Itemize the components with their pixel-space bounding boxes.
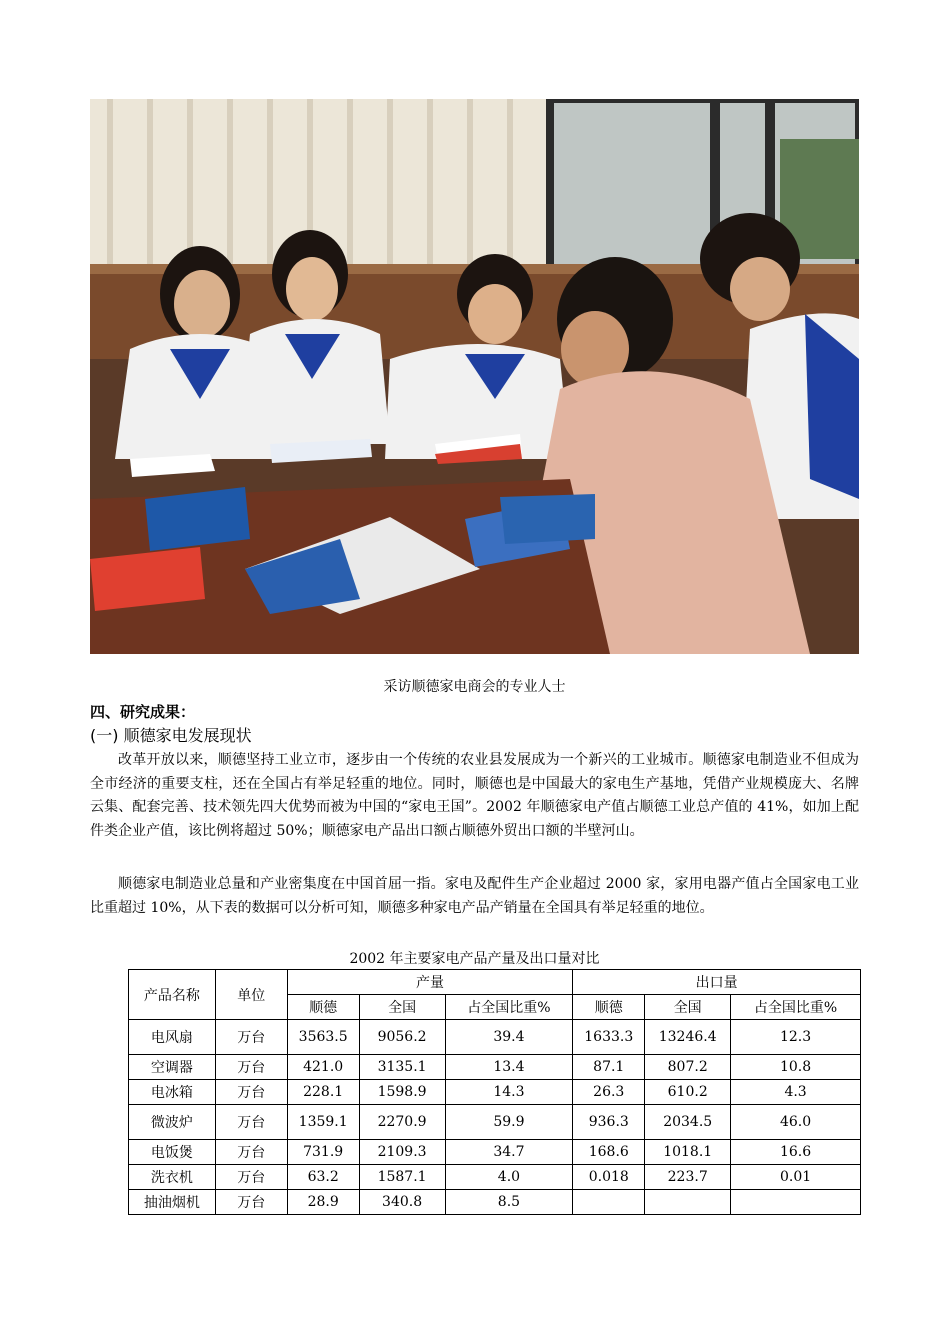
cell-unit: 万台 xyxy=(215,1190,287,1215)
cell-production-share: 8.5 xyxy=(445,1190,573,1215)
cell-production-shunde: 3563.5 xyxy=(287,1020,359,1055)
cell-export-share: 16.6 xyxy=(731,1140,861,1165)
cell-production-shunde: 731.9 xyxy=(287,1140,359,1165)
interview-photo-illustration xyxy=(90,99,859,654)
cell-production-national: 3135.1 xyxy=(359,1055,445,1080)
cell-export-national: 13246.4 xyxy=(645,1020,731,1055)
table-row xyxy=(129,1055,861,1080)
cell-production-shunde: 63.2 xyxy=(287,1165,359,1190)
cell-production-shunde: 421.0 xyxy=(287,1055,359,1080)
cell-production-national: 2109.3 xyxy=(359,1140,445,1165)
cell-production-share: 34.7 xyxy=(445,1140,573,1165)
cell-export-shunde: 936.3 xyxy=(573,1105,645,1140)
interview-photo xyxy=(90,99,859,654)
cell-production-shunde: 1359.1 xyxy=(287,1105,359,1140)
table-row xyxy=(129,1105,861,1140)
cell-unit: 万台 xyxy=(215,1055,287,1080)
cell-unit: 万台 xyxy=(215,1140,287,1165)
header-production-share: 占全国比重% xyxy=(445,995,573,1020)
header-unit: 单位 xyxy=(215,970,287,1020)
table-row xyxy=(129,1080,861,1105)
cell-production-national: 1598.9 xyxy=(359,1080,445,1105)
cell-export-national: 2034.5 xyxy=(645,1105,731,1140)
cell-product: 电风扇 xyxy=(129,1020,216,1055)
cell-export-national xyxy=(645,1190,731,1215)
cell-export-share: 4.3 xyxy=(731,1080,861,1105)
cell-export-share: 46.0 xyxy=(731,1105,861,1140)
table-row xyxy=(129,1190,861,1215)
cell-export-share xyxy=(731,1190,861,1215)
cell-export-share: 0.01 xyxy=(731,1165,861,1190)
cell-unit: 万台 xyxy=(215,1020,287,1055)
cell-export-share: 12.3 xyxy=(731,1020,861,1055)
cell-production-shunde: 28.9 xyxy=(287,1190,359,1215)
table-row xyxy=(129,1165,861,1190)
cell-production-share: 14.3 xyxy=(445,1080,573,1105)
body-paragraph: 改革开放以来，顺德坚持工业立市，逐步由一个传统的农业县发展成为一个新兴的工业城市。顺德家电制造业不但成为全市经济的重要支柱，还在全国占有举足轻重的地位。同时，顺德也是中国最大的家电生产基地，凭借产业规模庞大、名牌云集、配套完善、技术领先四大优势而被为中国的“家电王国”。2002 年顺德家电产值占顺德工业总产值的 41%，如加上配件类企业产值，该比例将超过 50%；顺德家电产品出口额占顺德外贸出口额的半壁河山。 xyxy=(90,752,859,839)
table-title: 2002 年主要家电产品产量及出口量对比 xyxy=(349,951,600,967)
header-production: 产量 xyxy=(287,970,573,995)
cell-unit: 万台 xyxy=(215,1080,287,1105)
cell-product: 微波炉 xyxy=(129,1105,216,1140)
cell-production-share: 39.4 xyxy=(445,1020,573,1055)
cell-product: 电饭煲 xyxy=(129,1140,216,1165)
header-export-national: 全国 xyxy=(645,995,731,1020)
section-heading: 四、研究成果： xyxy=(90,703,196,721)
cell-export-shunde: 26.3 xyxy=(573,1080,645,1105)
cell-production-national: 9056.2 xyxy=(359,1020,445,1055)
table-row xyxy=(129,1140,861,1165)
cell-production-share: 13.4 xyxy=(445,1055,573,1080)
cell-product: 抽油烟机 xyxy=(129,1190,216,1215)
cell-production-national: 2270.9 xyxy=(359,1105,445,1140)
cell-export-shunde: 1633.3 xyxy=(573,1020,645,1055)
cell-export-shunde xyxy=(573,1190,645,1215)
cell-export-national: 1018.1 xyxy=(645,1140,731,1165)
cell-unit: 万台 xyxy=(215,1165,287,1190)
header-export-shunde: 顺德 xyxy=(573,995,645,1020)
cell-export-shunde: 0.018 xyxy=(573,1165,645,1190)
header-product: 产品名称 xyxy=(129,970,216,1020)
body-paragraph: 顺德家电制造业总量和产业密集度在中国首屈一指。家电及配件生产企业超过 2000 家，家用电器产值占全国家电工业比重超过 10%，从下表的数据可以分析可知，顺德多种家电产品产销量在全国具有举足轻重的地位。 xyxy=(90,876,859,916)
table-row xyxy=(129,1020,861,1055)
cell-production-share: 59.9 xyxy=(445,1105,573,1140)
cell-production-share: 4.0 xyxy=(445,1165,573,1190)
appliance-comparison-table xyxy=(128,969,861,1215)
header-production-national: 全国 xyxy=(359,995,445,1020)
header-production-shunde: 顺德 xyxy=(287,995,359,1020)
header-export-share: 占全国比重% xyxy=(731,995,861,1020)
cell-production-shunde: 228.1 xyxy=(287,1080,359,1105)
cell-export-national: 610.2 xyxy=(645,1080,731,1105)
cell-unit: 万台 xyxy=(215,1105,287,1140)
header-export: 出口量 xyxy=(573,970,861,995)
cell-product: 电冰箱 xyxy=(129,1080,216,1105)
cell-export-share: 10.8 xyxy=(731,1055,861,1080)
cell-product: 空调器 xyxy=(129,1055,216,1080)
cell-export-shunde: 168.6 xyxy=(573,1140,645,1165)
cell-production-national: 340.8 xyxy=(359,1190,445,1215)
cell-export-shunde: 87.1 xyxy=(573,1055,645,1080)
cell-production-national: 1587.1 xyxy=(359,1165,445,1190)
photo-caption: 采访顺德家电商会的专业人士 xyxy=(383,679,566,695)
cell-export-national: 223.7 xyxy=(645,1165,731,1190)
cell-export-national: 807.2 xyxy=(645,1055,731,1080)
subsection-heading: (一) 顺德家电发展现状 xyxy=(90,726,252,745)
cell-product: 洗衣机 xyxy=(129,1165,216,1190)
table-header-row xyxy=(129,970,861,995)
